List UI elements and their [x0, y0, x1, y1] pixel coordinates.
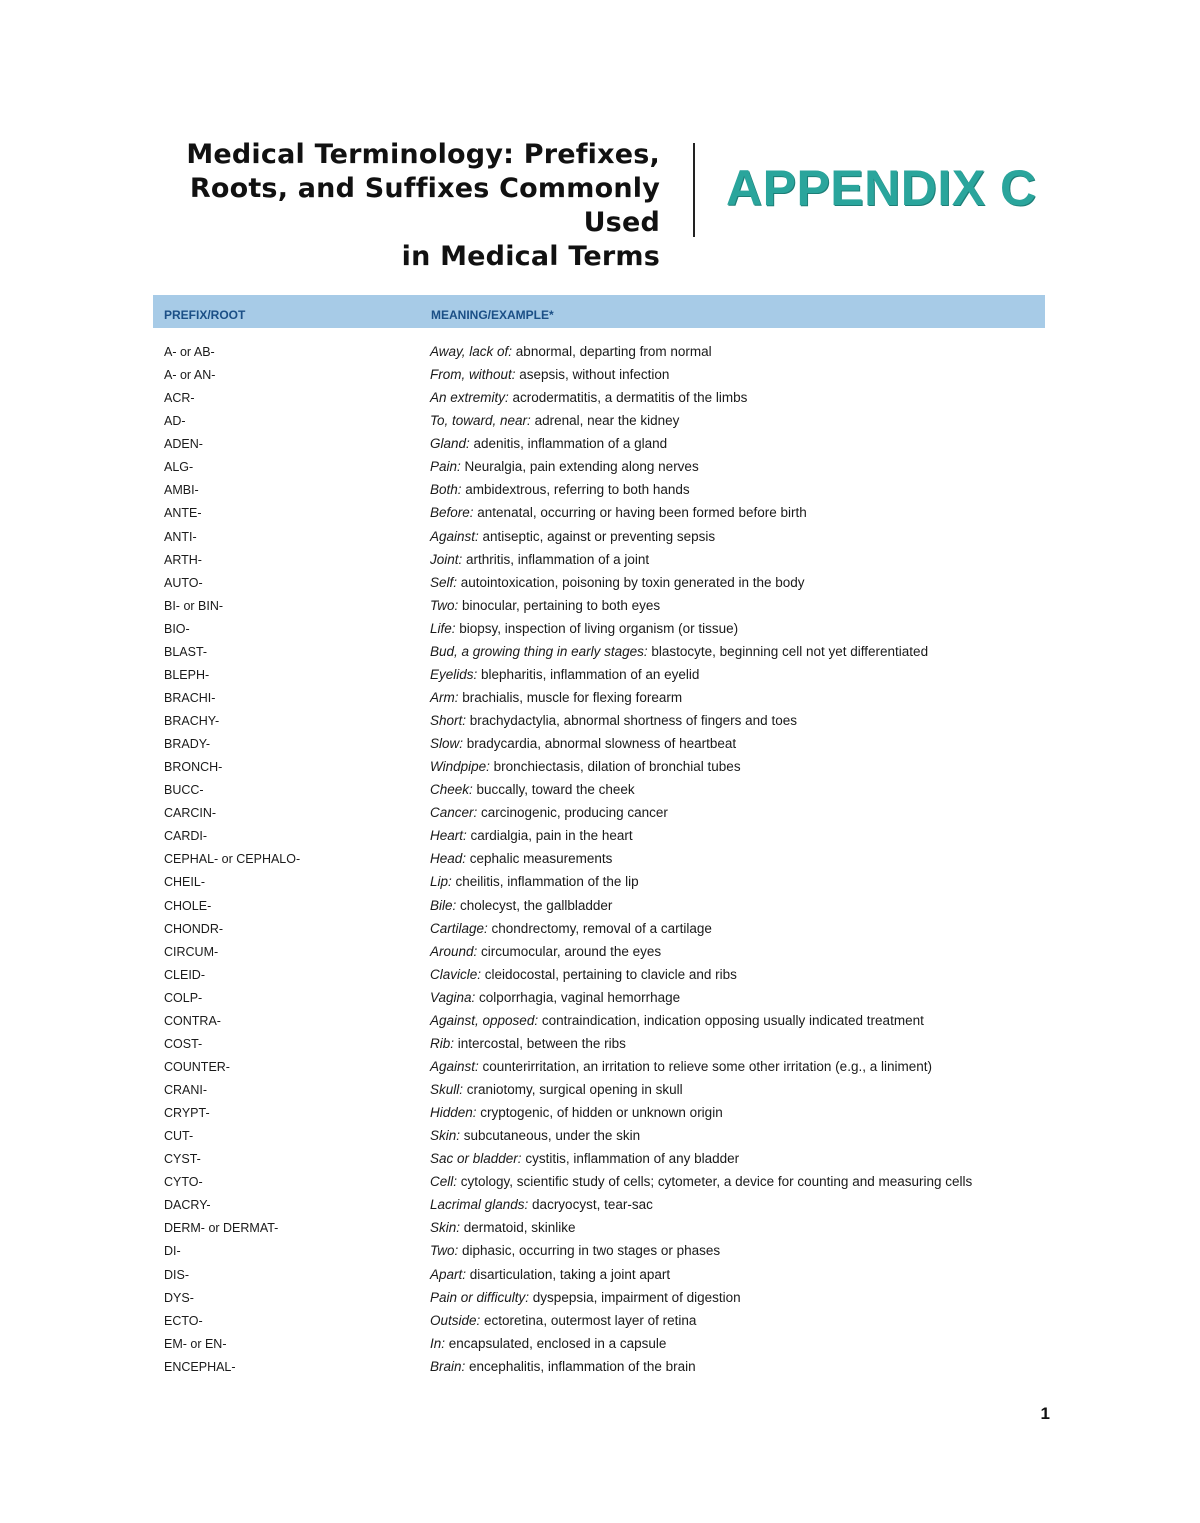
table-row [164, 779, 1044, 802]
meaning-term: An extremity: [430, 390, 509, 406]
prefix-cell: CHEIL- [164, 875, 205, 890]
meaning-example: acrodermatitis, a dermatitis of the limbs [508, 390, 748, 406]
prefix-cell: DI- [164, 1244, 181, 1259]
meaning-cell [430, 502, 807, 524]
meaning-term: Short: [430, 713, 467, 728]
meaning-term: Arm: [430, 689, 459, 705]
meaning-example: dacryocyst, tear-sac [528, 1197, 653, 1213]
meaning-cell [430, 664, 699, 686]
prefix-cell: CARDI- [164, 829, 208, 844]
meaning-term: Against: [430, 528, 479, 544]
meaning-term: Sac or bladder: [430, 1151, 522, 1167]
meaning-cell [430, 1056, 932, 1078]
meaning-term: Both: [430, 482, 462, 498]
meaning-example: biopsy, inspection of living organism (or tissue) [455, 620, 739, 636]
title-line-1: Medical Terminology: Prefixes, [186, 139, 660, 170]
table-row [164, 733, 1044, 756]
prefix-cell: BI- or BIN- [164, 598, 224, 613]
meaning-cell [430, 433, 667, 455]
meaning-term: In: [430, 1335, 446, 1351]
meaning-example: blastocyte, beginning cell not yet differentiated [647, 643, 929, 659]
prefix-cell: DACRY- [164, 1198, 211, 1213]
meaning-example: abnormal, departing from normal [512, 344, 712, 359]
meaning-example: cheilitis, inflammation of the lip [451, 874, 639, 890]
meaning-term: To, toward, near: [430, 413, 531, 429]
prefix-cell: COLP- [164, 990, 203, 1005]
meaning-term: Cartilage: [430, 920, 488, 936]
meaning-cell [430, 964, 737, 986]
meaning-term: Skin: [430, 1128, 461, 1144]
meaning-term: Gland: [430, 436, 470, 452]
prefix-cell: ANTE- [164, 506, 202, 521]
meaning-cell [430, 364, 669, 386]
prefix-cell: BRACHI- [164, 690, 216, 705]
meaning-example: diphasic, occurring in two stages or phases [458, 1243, 721, 1259]
prefix-cell: BUCC- [164, 783, 204, 798]
table-row [164, 549, 1044, 572]
table-row [164, 1148, 1044, 1171]
meaning-cell [430, 1264, 670, 1286]
table-row [164, 825, 1044, 848]
prefix-cell: ALG- [164, 460, 194, 475]
table-row [164, 941, 1044, 964]
meaning-example: intercostal, between the ribs [454, 1035, 626, 1051]
meaning-term: Against: [430, 1058, 479, 1074]
prefix-cell: CHONDR- [164, 921, 224, 936]
meaning-cell [430, 341, 712, 363]
table-row [164, 1056, 1044, 1079]
prefix-cell: COST- [164, 1036, 203, 1051]
table-row [164, 1010, 1044, 1033]
prefix-cell: CUT- [164, 1129, 194, 1144]
table-row [164, 895, 1044, 918]
meaning-cell [430, 733, 736, 755]
table-row [164, 410, 1044, 433]
meaning-cell [430, 1310, 696, 1332]
meaning-cell [430, 848, 612, 870]
meaning-term: Cheek: [430, 782, 473, 798]
prefix-cell: BLAST- [164, 644, 208, 659]
title-line-3: in Medical Terms [401, 241, 660, 272]
meaning-cell [430, 1356, 696, 1378]
prefix-cell: CRYPT- [164, 1106, 210, 1121]
meaning-cell [430, 526, 715, 548]
prefix-cell: DERM- or DERMAT- [164, 1221, 279, 1236]
table-row [164, 1171, 1044, 1194]
meaning-example: Neuralgia, pain extending along nerves [460, 459, 699, 475]
meaning-example: cholecyst, the gallbladder [456, 897, 613, 913]
meaning-cell [430, 572, 805, 594]
meaning-example: adenitis, inflammation of a gland [469, 436, 668, 452]
prefix-cell: CHOLE- [164, 898, 212, 913]
meaning-cell [430, 1148, 739, 1170]
meaning-cell [430, 895, 612, 917]
meaning-example: ectoretina, outermost layer of retina [480, 1312, 697, 1328]
meaning-term: Bud, a growing thing in early stages: [430, 643, 648, 659]
prefix-cell: ECTO- [164, 1313, 203, 1328]
column-header-meaning: MEANING/EXAMPLE* [431, 308, 554, 322]
meaning-cell [430, 918, 712, 940]
prefix-cell: COUNTER- [164, 1059, 230, 1074]
prefix-cell: CIRCUM- [164, 944, 219, 959]
meaning-example: bronchiectasis, dilation of bronchial tubes [489, 759, 741, 775]
column-header-prefix: PREFIX/ROOT [164, 308, 246, 322]
meaning-term: Before: [430, 505, 474, 521]
meaning-term: Bile: [430, 897, 457, 913]
meaning-example: arthritis, inflammation of a joint [462, 551, 650, 567]
table-row [164, 802, 1044, 825]
meaning-term: Apart: [430, 1266, 467, 1282]
meaning-example: ambidextrous, referring to both hands [461, 482, 690, 498]
table-row [164, 1079, 1044, 1102]
prefix-cell: ENCEPHAL- [164, 1359, 236, 1374]
prefix-cell: CLEID- [164, 967, 205, 982]
meaning-term: From, without: [430, 367, 516, 383]
prefix-cell: CYTO- [164, 1175, 203, 1190]
table-row [164, 710, 1044, 733]
prefix-cell: BRADY- [164, 737, 211, 752]
meaning-term: Cancer: [430, 805, 478, 821]
table-row [164, 479, 1044, 502]
meaning-example: antiseptic, against or preventing sepsis [478, 528, 716, 544]
meaning-cell [430, 1194, 653, 1216]
table-row [164, 387, 1044, 410]
page-title [130, 138, 660, 274]
meaning-term: Vagina: [430, 989, 476, 1005]
meaning-example: cleidocostal, pertaining to clavicle and ribs [481, 966, 737, 982]
meaning-cell [430, 641, 928, 663]
table-row [164, 1217, 1044, 1240]
meaning-example: bradycardia, abnormal slowness of heartbeat [463, 736, 737, 752]
table-row [164, 1356, 1044, 1379]
meaning-cell [430, 802, 668, 824]
meaning-term: Pain or difficulty: [430, 1289, 530, 1305]
table-row [164, 918, 1044, 941]
meaning-term: Hidden: [430, 1105, 477, 1121]
meaning-example: chondrectomy, removal of a cartilage [487, 920, 712, 936]
table-row [164, 572, 1044, 595]
meaning-cell [430, 1287, 741, 1309]
prefix-cell: AUTO- [164, 575, 203, 590]
table-row [164, 526, 1044, 549]
terminology-table [164, 341, 1044, 1379]
title-divider [693, 143, 695, 237]
meaning-term: Clavicle: [430, 966, 482, 982]
meaning-cell [430, 456, 699, 478]
meaning-cell [430, 779, 635, 801]
table-row [164, 1033, 1044, 1056]
prefix-cell: DIS- [164, 1267, 189, 1282]
meaning-term: Eyelids: [430, 666, 478, 682]
meaning-example: craniotomy, surgical opening in skull [463, 1082, 683, 1097]
meaning-cell [430, 1102, 723, 1124]
meaning-example: binocular, pertaining to both eyes [458, 597, 661, 613]
prefix-cell: BLEPH- [164, 667, 210, 682]
meaning-cell [430, 479, 690, 501]
table-row [164, 1333, 1044, 1356]
prefix-cell: EM- or EN- [164, 1336, 227, 1351]
title-line-2: Roots, and Suffixes Commonly Used [189, 173, 660, 238]
meaning-example: autointoxication, poisoning by toxin generated in the body [457, 574, 805, 590]
meaning-cell [430, 1240, 720, 1262]
meaning-example: dermatoid, skinlike [460, 1220, 576, 1236]
meaning-term: Slow: [430, 736, 464, 752]
meaning-cell [430, 941, 661, 963]
prefix-cell: CRANI- [164, 1083, 208, 1097]
meaning-cell [430, 1171, 972, 1193]
prefix-cell: CEPHAL- or CEPHALO- [164, 852, 301, 867]
meaning-cell [430, 410, 679, 432]
meaning-cell [430, 1217, 576, 1239]
prefix-cell: ANTI- [164, 529, 197, 544]
table-row [164, 502, 1044, 525]
meaning-cell [430, 871, 639, 893]
prefix-cell: CONTRA- [164, 1013, 221, 1028]
prefix-cell: ACR- [164, 391, 195, 406]
meaning-example: encapsulated, enclosed in a capsule [445, 1335, 667, 1351]
prefix-cell: ARTH- [164, 552, 202, 567]
prefix-cell: CARCIN- [164, 806, 217, 821]
meaning-example: colporrhagia, vaginal hemorrhage [475, 989, 681, 1005]
meaning-term: Two: [430, 597, 459, 613]
table-row [164, 1287, 1044, 1310]
table-row [164, 1310, 1044, 1333]
table-row [164, 987, 1044, 1010]
meaning-term: Lip: [430, 874, 452, 890]
meaning-term: Two: [430, 1243, 459, 1259]
meaning-example: cytology, scientific study of cells; cytometer, a device for counting and measuring cells [457, 1174, 973, 1190]
meaning-term: Head: [430, 851, 467, 867]
meaning-example: disarticulation, taking a joint apart [466, 1266, 671, 1282]
page-number: 1 [1040, 1404, 1050, 1423]
meaning-example: cystitis, inflammation of any bladder [521, 1151, 740, 1167]
prefix-cell: A- or AB- [164, 345, 215, 359]
table-row [164, 433, 1044, 456]
meaning-cell [430, 687, 682, 709]
meaning-term: Skull: [430, 1082, 464, 1097]
table-row [164, 1240, 1044, 1263]
meaning-cell [430, 618, 738, 640]
meaning-example: brachialis, muscle for flexing forearm [458, 689, 683, 705]
prefix-cell: AMBI- [164, 483, 199, 498]
meaning-cell [430, 710, 797, 732]
meaning-term: Self: [430, 574, 458, 590]
prefix-cell: BRONCH- [164, 760, 223, 775]
table-row [164, 871, 1044, 894]
meaning-term: Life: [430, 620, 456, 636]
meaning-example: circumocular, around the eyes [477, 943, 662, 959]
table-row [164, 341, 1044, 364]
meaning-example: adrenal, near the kidney [530, 413, 680, 429]
meaning-cell [430, 1125, 640, 1147]
meaning-term: Pain: [430, 459, 461, 475]
meaning-example: cardialgia, pain in the heart [466, 828, 633, 844]
meaning-example: subcutaneous, under the skin [460, 1128, 641, 1144]
meaning-term: Outside: [430, 1312, 481, 1328]
meaning-term: Rib: [430, 1035, 455, 1051]
meaning-cell [430, 756, 741, 778]
prefix-cell: DYS- [164, 1290, 194, 1305]
meaning-term: Cell: [430, 1174, 458, 1190]
table-row [164, 756, 1044, 779]
meaning-term: Lacrimal glands: [430, 1197, 529, 1213]
table-row [164, 641, 1044, 664]
meaning-term: Skin: [430, 1220, 461, 1236]
prefix-cell: A- or AN- [164, 368, 216, 383]
meaning-cell [430, 1079, 683, 1101]
table-row [164, 618, 1044, 641]
meaning-term: Against, opposed: [430, 1012, 539, 1028]
meaning-term: Joint: [430, 551, 463, 567]
table-row [164, 964, 1044, 987]
meaning-term: Around: [430, 943, 478, 959]
prefix-cell: BRACHY- [164, 714, 220, 728]
meaning-term: Brain: [430, 1358, 466, 1374]
meaning-term: Heart: [430, 828, 467, 844]
table-row [164, 848, 1044, 871]
meaning-example: cryptogenic, of hidden or unknown origin [476, 1105, 723, 1121]
meaning-example: blepharitis, inflammation of an eyelid [477, 666, 700, 682]
meaning-cell [430, 987, 680, 1009]
table-header [153, 295, 1045, 328]
meaning-example: asepsis, without infection [515, 367, 670, 383]
table-row [164, 456, 1044, 479]
prefix-cell: CYST- [164, 1152, 201, 1167]
prefix-cell: BIO- [164, 621, 190, 636]
meaning-example: cephalic measurements [466, 851, 613, 867]
prefix-cell: AD- [164, 414, 186, 429]
meaning-cell [430, 1033, 626, 1055]
meaning-example: antenatal, occurring or having been formed before birth [473, 505, 807, 521]
meaning-example: buccally, toward the cheek [472, 782, 635, 798]
table-row [164, 687, 1044, 710]
table-row [164, 1194, 1044, 1217]
meaning-cell [430, 595, 660, 617]
meaning-term: Away, lack of: [430, 344, 513, 359]
meaning-example: encephalitis, inflammation of the brain [465, 1358, 696, 1374]
meaning-cell [430, 1010, 924, 1032]
appendix-label: APPENDIX C [726, 160, 1037, 216]
table-row [164, 1264, 1044, 1287]
prefix-cell: ADEN- [164, 437, 203, 452]
table-row [164, 364, 1044, 387]
meaning-cell [430, 825, 633, 847]
meaning-example: brachydactylia, abnormal shortness of fingers and toes [466, 713, 797, 728]
meaning-cell [430, 387, 747, 409]
table-row [164, 1125, 1044, 1148]
meaning-term: Windpipe: [430, 759, 490, 775]
meaning-cell [430, 1333, 666, 1355]
table-row [164, 664, 1044, 687]
meaning-cell [430, 549, 649, 571]
meaning-example: contraindication, indication opposing usually indicated treatment [538, 1012, 924, 1028]
meaning-example: counterirritation, an irritation to relieve some other irritation (e.g., a liniment) [478, 1058, 932, 1074]
meaning-example: dyspepsia, impairment of digestion [529, 1289, 741, 1305]
meaning-example: carcinogenic, producing cancer [477, 805, 668, 821]
table-row [164, 1102, 1044, 1125]
table-row [164, 595, 1044, 618]
